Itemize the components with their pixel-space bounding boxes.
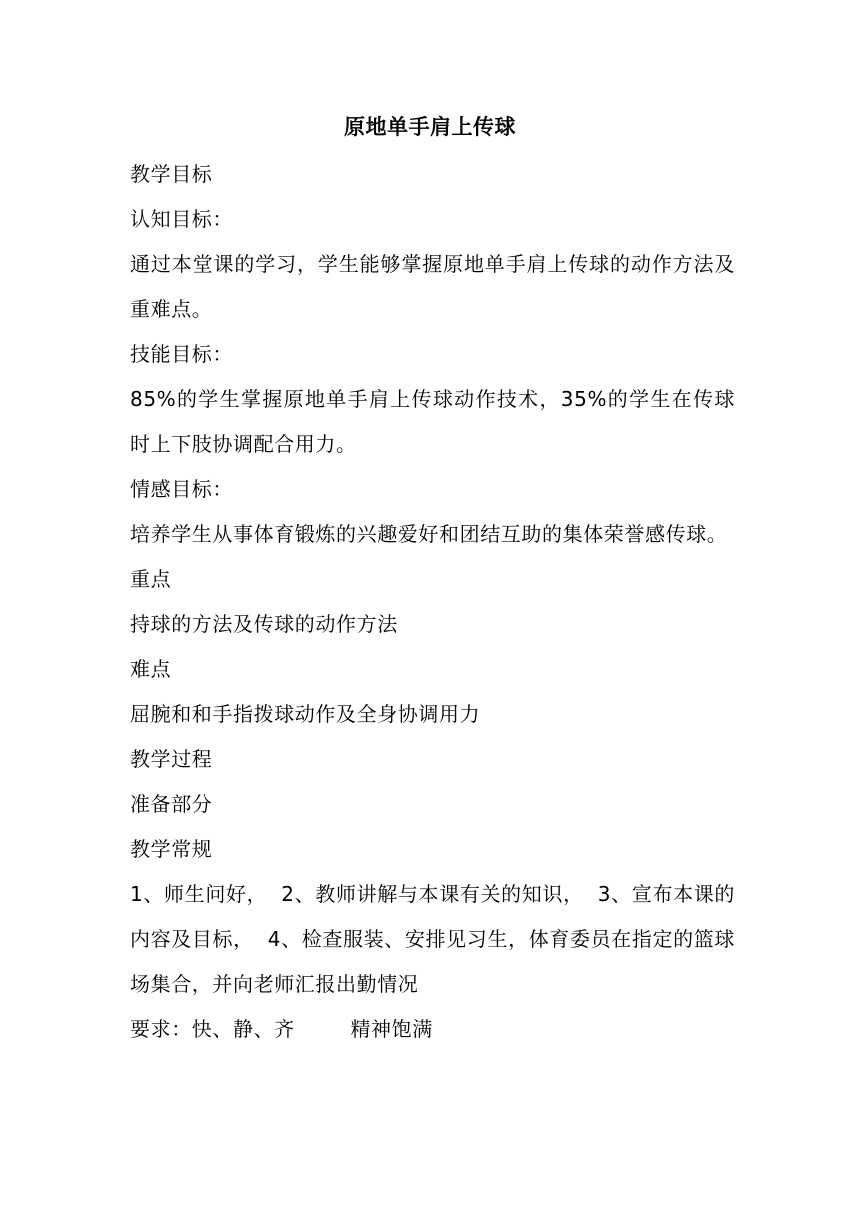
paragraph-cognitive-goal: 通过本堂课的学习，学生能够掌握原地单手肩上传球的动作方法及重难点。 <box>130 252 735 321</box>
heading-teaching-process: 教学过程 <box>130 747 213 771</box>
subheading-skill-goal: 技能目标： <box>130 342 233 366</box>
document-body <box>130 152 735 1052</box>
heading-preparation-part: 准备部分 <box>130 792 213 816</box>
subheading-emotional-goal: 情感目标： <box>130 477 233 501</box>
paragraph-requirements: 要求：快、静、齐 精神饱满 <box>130 1017 433 1041</box>
paragraph-difficulties: 屈腕和和手指拨球动作及全身协调用力 <box>130 702 481 726</box>
heading-teaching-goals: 教学目标 <box>130 162 213 186</box>
subheading-cognitive-goal: 认知目标： <box>130 207 233 231</box>
paragraph-emotional-goal: 培养学生从事体育锻炼的兴趣爱好和团结互助的集体荣誉感传球。 <box>130 522 728 546</box>
paragraph-key-points: 持球的方法及传球的动作方法 <box>130 612 398 636</box>
paragraph-routine-steps: 1、师生问好， 2、教师讲解与本课有关的知识， 3、宣布本课的内容及目标， 4、检查服装、安排见习生，体育委员在指定的篮球场集合，并向老师汇报出勤情况 <box>130 882 735 996</box>
heading-key-points: 重点 <box>130 567 172 591</box>
heading-teaching-routine: 教学常规 <box>130 837 213 861</box>
paragraph-skill-goal: 85%的学生掌握原地单手肩上传球动作技术，35%的学生在传球时上下肢协调配合用力。 <box>130 387 735 456</box>
heading-difficulties: 难点 <box>130 657 172 681</box>
page-title: 原地单手肩上传球 <box>344 115 516 139</box>
